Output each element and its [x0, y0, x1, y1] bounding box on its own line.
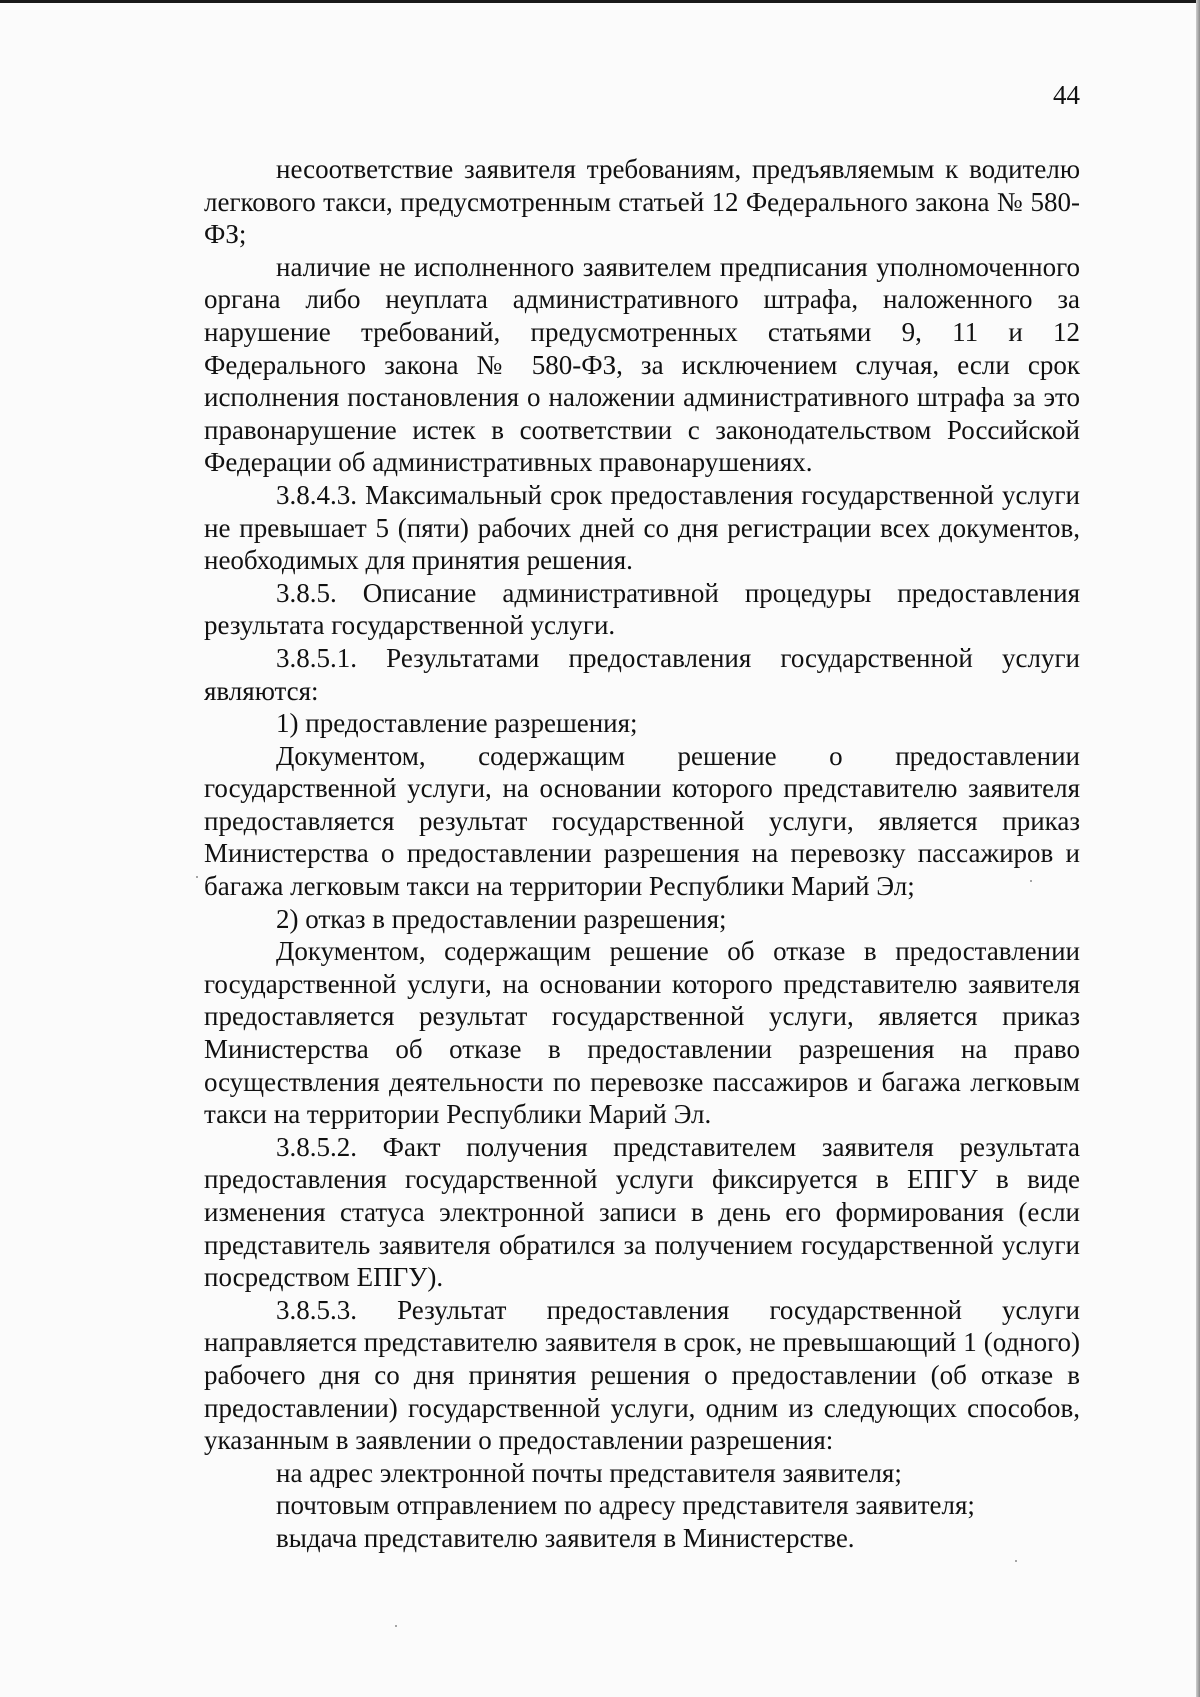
paragraph-3-8-5-2: 3.8.5.2. Факт получения представителем заявителя результата предоставления государственной услуги фиксируется в ЕПГУ в виде изменения статуса электронной записи в день его формирования (если представитель заявителя обратился за получением государственной услуги посредством ЕПГУ).: [204, 1131, 1080, 1293]
paragraph-refusal-document: Документом, содержащим решение об отказе в предоставлении государственной услуги, на основании которого представителю заявителя предоставляется результат государственной услуги, является приказ Министерства об отказе в предоставлении разрешения на право осуществления деятельности по перевозке пассажиров и багажа легковым такси на территории Республики Марий Эл.: [204, 936, 1080, 1130]
paragraph-3-8-5: 3.8.5. Описание административной процедуры предоставления результата государственной услуги.: [204, 577, 1080, 641]
page-number: 44: [1053, 80, 1080, 110]
list-item-email-delivery: на адрес электронной почты представителя заявителя;: [276, 1457, 902, 1488]
list-item-postal-delivery: почтовым отправлением по адресу представителя заявителя;: [276, 1490, 975, 1521]
list-item-grant-permit: 1) предоставление разрешения;: [276, 708, 638, 739]
document-body: [204, 153, 1080, 1555]
list-item-ministry-delivery: выдача представителю заявителя в Министерстве.: [276, 1522, 855, 1553]
scan-edge-right: [1196, 0, 1200, 1697]
scan-speck: [196, 876, 198, 878]
scan-speck: [1030, 880, 1032, 882]
scan-edge-top: [0, 0, 1200, 3]
paragraph-requirements-mismatch: несоответствие заявителя требованиям, предъявляемым к водителю легкового такси, предусмотренным статьей 12 Федерального закона № 580-ФЗ;: [204, 154, 1080, 250]
paragraph-3-8-4-3: 3.8.4.3. Максимальный срок предоставления государственной услуги не превышает 5 (пяти) рабочих дней со дня регистрации всех документов, необходимых для принятия решения.: [204, 479, 1080, 576]
paragraph-unfulfilled-order: наличие не исполненного заявителем предписания уполномоченного органа либо неуплата административного штрафа, наложенного за нарушение требований, предусмотренных статьями 9, 11 и 12 Федерального закона № 580-ФЗ, за исключением случая, если срок исполнения постановления о наложении административного штрафа за это правонарушение истек в соответствии с законодательством Российской Федерации об административных правонарушениях.: [204, 251, 1080, 478]
paragraph-grant-document: Документом, содержащим решение о предоставлении государственной услуги, на основании которого представителю заявителя предоставляется результат государственной услуги, является приказ Министерства о предоставлении разрешения на перевозку пассажиров и багажа легковым такси на территории Республики Марий Эл;: [204, 740, 1080, 902]
scan-speck: [1015, 1560, 1017, 1562]
paragraph-3-8-5-1: 3.8.5.1. Результатами предоставления государственной услуги являются:: [204, 642, 1080, 706]
paragraph-3-8-5-3: 3.8.5.3. Результат предоставления государственной услуги направляется представителю заявителя в срок, не превышающий 1 (одного) рабочего дня со дня принятия решения о предоставлении (об отказе в предоставлении) государственной услуги, одним из следующих способов, указанным в заявлении о предоставлении разрешения:: [204, 1294, 1080, 1456]
list-item-refuse-permit: 2) отказ в предоставлении разрешения;: [276, 903, 727, 934]
scan-speck: [395, 1625, 397, 1627]
